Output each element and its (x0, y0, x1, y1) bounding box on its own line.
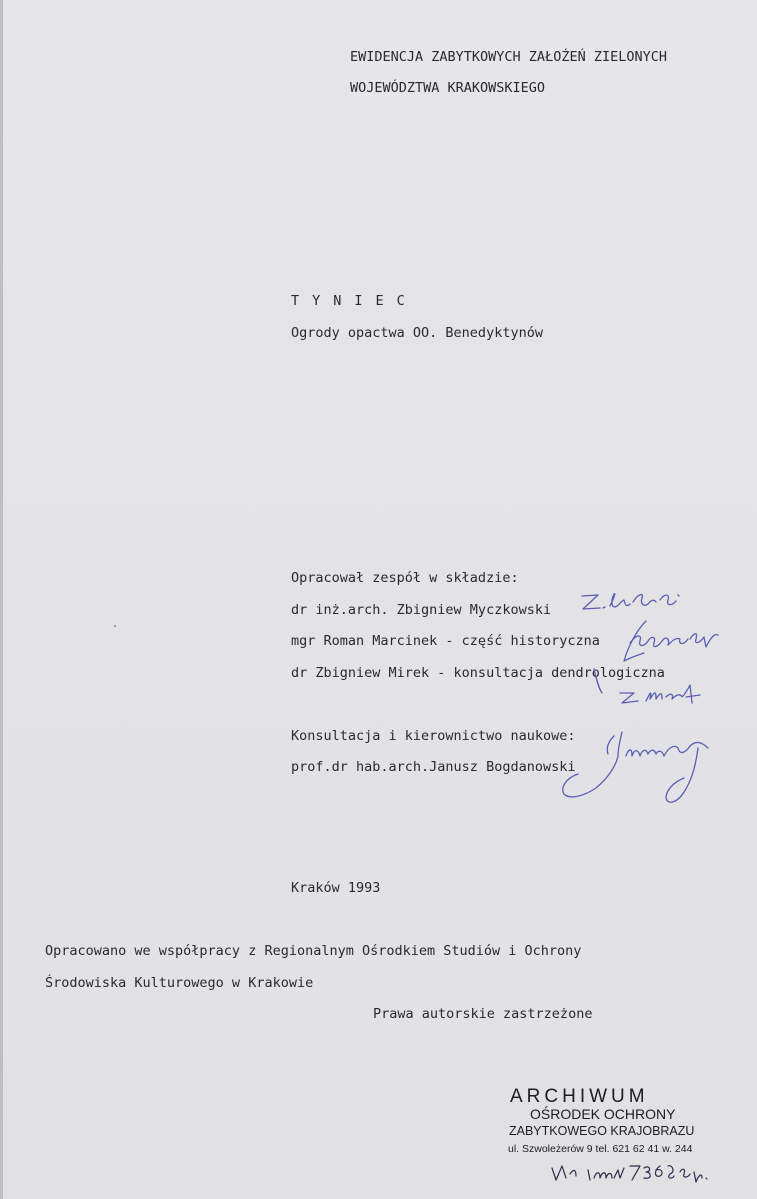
signature-marcinek-icon (618, 617, 728, 667)
signature-myczkowski-icon (578, 588, 688, 618)
signature-bogdanowski-icon (556, 728, 716, 810)
page-edge (0, 0, 3, 1199)
consultation-heading: Konsultacja i kierownictwo naukowe: (291, 728, 576, 744)
team-member-3: dr Zbigniew Mirek - konsultacja dendrologiczna (291, 665, 665, 681)
cooperation-line-2: Środowiska Kulturowego w Krakowie (45, 975, 314, 991)
archive-stamp-line-2: OŚRODEK OCHRONY (530, 1106, 676, 1122)
page-subtitle: Ogrody opactwa OO. Benedyktynów (291, 325, 543, 341)
header-line-2: WOJEWÓDZTWA KRAKOWSKIEGO (350, 80, 546, 96)
copyright-notice: Prawa autorskie zastrzeżone (373, 1006, 593, 1022)
paper-speck (114, 625, 116, 627)
team-member-2: mgr Roman Marcinek - część historyczna (291, 633, 600, 649)
archive-stamp-line-3: ZABYTKOWEGO KRAJOBRAZU (509, 1124, 695, 1138)
place-date: Kraków 1993 (291, 880, 381, 896)
team-member-1: dr inż.arch. Zbigniew Myczkowski (291, 602, 552, 618)
archive-stamp-line-4: ul. Szwoleżerów 9 tel. 621 62 41 w. 244 (508, 1143, 693, 1155)
signature-mirek-icon (590, 663, 710, 708)
team-heading: Opracował zespół w składzie: (291, 570, 519, 586)
consultation-person: prof.dr hab.arch.Janusz Bogdanowski (291, 759, 576, 775)
handwritten-inventory-note-icon (548, 1158, 708, 1188)
archive-stamp-title: ARCHIWUM (510, 1086, 649, 1107)
page-title: TYNIEC (291, 293, 418, 309)
cooperation-line-1: Opracowano we współpracy z Regionalnym Ośrodkiem Studiów i Ochrony (45, 943, 582, 959)
header-line-1: EWIDENCJA ZABYTKOWYCH ZAŁOŻEŃ ZIELONYCH (350, 49, 667, 65)
